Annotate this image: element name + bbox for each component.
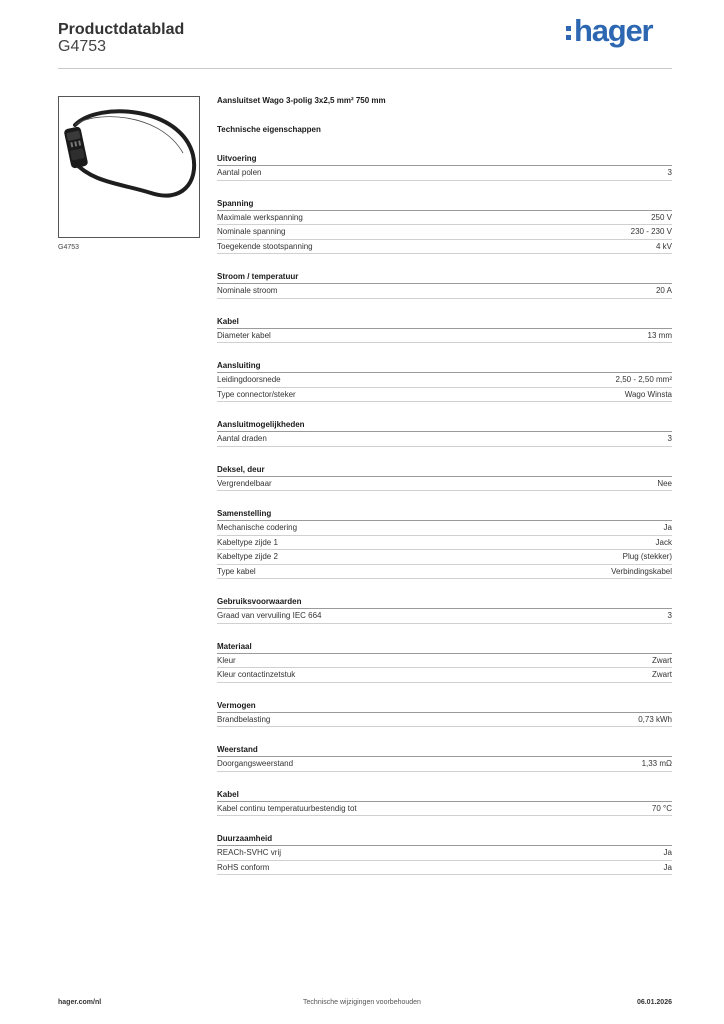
section-heading: Technische eigenschappen — [217, 125, 321, 134]
spec-label: Type kabel — [217, 566, 256, 576]
spec-content — [217, 95, 672, 875]
spec-row — [217, 284, 672, 299]
spec-groups — [217, 153, 672, 875]
spec-value: Zwart — [652, 670, 672, 679]
spec-row — [217, 757, 672, 772]
spec-row — [217, 861, 672, 876]
spec-value: 4 kV — [655, 241, 672, 251]
spec-label: Toegekende stootspanning — [217, 241, 313, 251]
product-code: G4753 — [58, 38, 107, 55]
header-divider — [58, 68, 672, 69]
spec-row — [217, 240, 672, 255]
spec-group — [217, 464, 672, 492]
spec-group-title: Deksel, deur — [217, 464, 672, 477]
spec-row — [217, 211, 672, 226]
spec-group — [217, 596, 672, 624]
spec-value: 230 - 230 V — [630, 227, 672, 236]
logo-colon-mark — [566, 26, 571, 40]
spec-group — [217, 641, 672, 683]
spec-group-title: Aansluitmogelijkheden — [217, 419, 672, 432]
spec-group-title: Duurzaamheid — [217, 833, 672, 846]
spec-row — [217, 609, 672, 624]
product-name: Aansluitset Wago 3-polig 3x2,5 mm² 750 mm — [217, 96, 386, 105]
spec-row — [217, 477, 672, 492]
spec-value: Plug (stekker) — [622, 552, 672, 561]
spec-value: 3 — [667, 168, 672, 177]
page-title: Productdatablad — [58, 21, 185, 38]
footer-website: hager.com/nl — [58, 999, 102, 1006]
spec-value: Ja — [663, 848, 672, 857]
spec-label: Aantal polen — [217, 168, 262, 177]
spec-value: Nee — [657, 478, 672, 488]
spec-row — [217, 329, 672, 344]
spec-group-title: Stroom / temperatuur — [217, 271, 672, 284]
spec-row — [217, 388, 672, 403]
spec-value: Ja — [663, 523, 672, 532]
image-caption: G4753 — [58, 244, 80, 251]
logo-text: hager — [574, 13, 653, 48]
spec-row — [217, 521, 672, 536]
spec-group-title: Kabel — [217, 789, 672, 802]
spec-value: 13 mm — [647, 330, 672, 340]
spec-value: 70 °C — [651, 803, 672, 813]
spec-label: REACh-SVHC vrij — [217, 848, 282, 857]
spec-label: Vergrendelbaar — [217, 478, 272, 488]
spec-label: Type connector/steker — [217, 389, 296, 399]
spec-group-title: Materiaal — [217, 641, 672, 654]
spec-label: Doorgangsweerstand — [217, 759, 294, 768]
spec-label: Diameter kabel — [217, 330, 271, 340]
spec-group — [217, 316, 672, 344]
spec-group — [217, 833, 672, 875]
spec-row — [217, 668, 672, 683]
spec-group-title: Kabel — [217, 316, 672, 329]
spec-label: Leidingdoorsnede — [217, 375, 281, 384]
spec-value: Ja — [663, 862, 672, 872]
spec-value: Wago Winsta — [624, 389, 672, 399]
spec-value: Jack — [655, 537, 672, 547]
spec-label: RoHS conform — [217, 862, 270, 872]
spec-group-title: Vermogen — [217, 700, 672, 713]
cable-connector-image — [59, 97, 199, 237]
hager-logo — [566, 14, 652, 48]
spec-row — [217, 166, 672, 181]
spec-value: 3 — [667, 611, 672, 620]
spec-label: Kabel continu temperatuurbestendig tot — [217, 803, 357, 813]
spec-group — [217, 789, 672, 817]
spec-value: 1,33 mΩ — [641, 759, 672, 768]
spec-group-title: Uitvoering — [217, 153, 672, 166]
spec-group-title: Gebruiksvoorwaarden — [217, 596, 672, 609]
product-image — [58, 96, 200, 238]
spec-group — [217, 419, 672, 447]
spec-value: 3 — [667, 434, 672, 443]
spec-row — [217, 550, 672, 565]
spec-value: 20 A — [655, 286, 672, 295]
spec-row — [217, 225, 672, 240]
spec-group-title: Spanning — [217, 198, 672, 211]
spec-group — [217, 508, 672, 579]
spec-label: Kabeltype zijde 1 — [217, 537, 278, 547]
spec-row — [217, 432, 672, 447]
spec-group — [217, 360, 672, 402]
spec-group — [217, 271, 672, 299]
spec-group-title: Aansluiting — [217, 360, 672, 373]
spec-group-title: Samenstelling — [217, 508, 672, 521]
spec-row — [217, 536, 672, 551]
spec-label: Kleur — [217, 655, 236, 665]
spec-row — [217, 713, 672, 728]
spec-group-title: Weerstand — [217, 744, 672, 757]
spec-label: Brandbelasting — [217, 714, 271, 724]
spec-value: Verbindingskabel — [611, 566, 672, 576]
spec-label: Nominale stroom — [217, 286, 278, 295]
spec-row — [217, 373, 672, 388]
spec-group — [217, 198, 672, 255]
footer-date: 06.01.2026 — [636, 999, 672, 1006]
spec-group — [217, 700, 672, 728]
spec-value: 250 V — [651, 212, 672, 222]
spec-label: Nominale spanning — [217, 227, 286, 236]
spec-label: Kabeltype zijde 2 — [217, 552, 278, 561]
spec-row — [217, 802, 672, 817]
spec-label: Kleur contactinzetstuk — [217, 670, 296, 679]
spec-value: 0,73 kWh — [638, 714, 672, 724]
spec-value: Zwart — [652, 655, 672, 665]
spec-row — [217, 846, 672, 861]
spec-label: Maximale werkspanning — [217, 212, 303, 222]
spec-label: Aantal draden — [217, 434, 267, 443]
spec-group — [217, 744, 672, 772]
footer-disclaimer: Technische wijzigingen voorbehouden — [303, 999, 421, 1006]
spec-group — [217, 153, 672, 181]
spec-label: Mechanische codering — [217, 523, 298, 532]
spec-label: Graad van vervuiling IEC 664 — [217, 611, 322, 620]
spec-row — [217, 565, 672, 580]
spec-row — [217, 654, 672, 669]
spec-value: 2,50 - 2,50 mm² — [615, 375, 672, 384]
